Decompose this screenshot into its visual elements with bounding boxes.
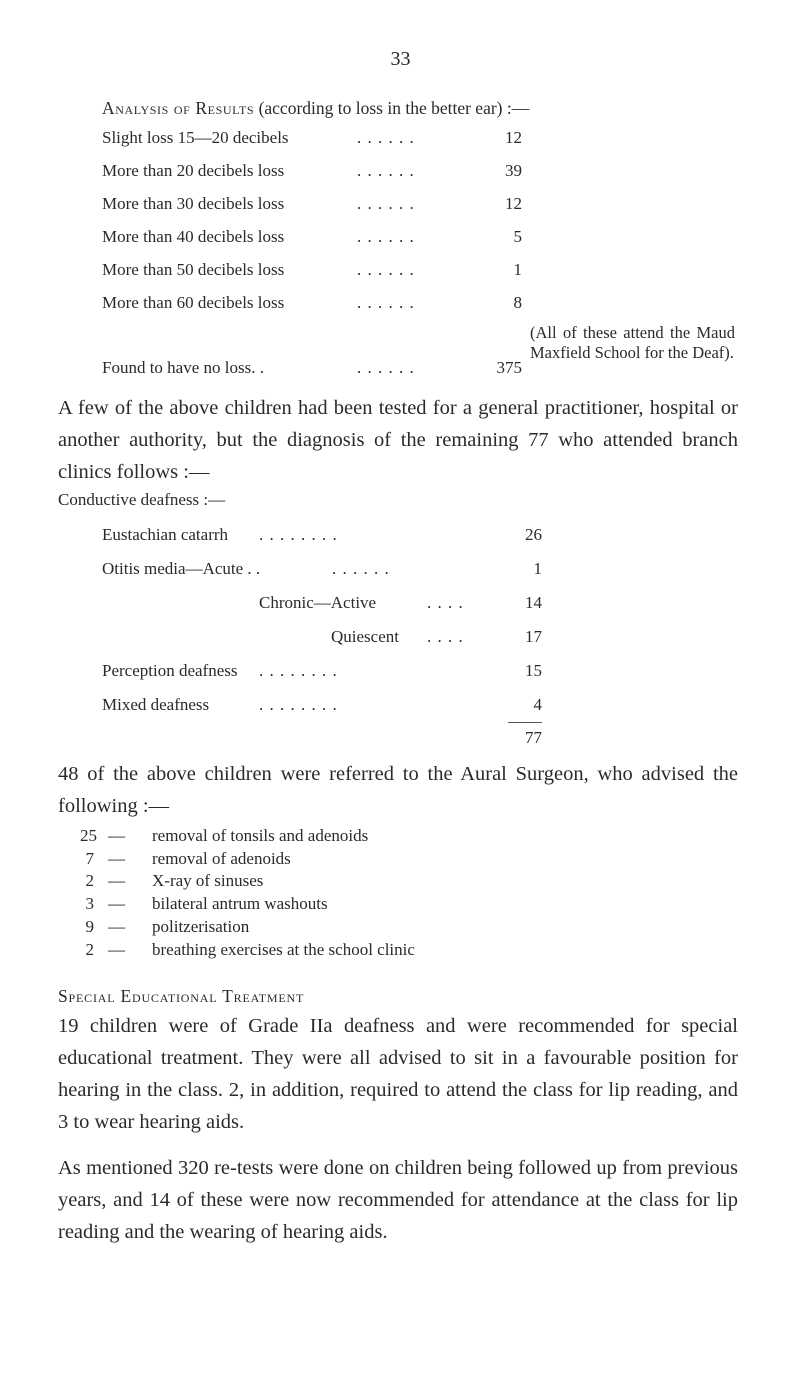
recommendation-dash: — bbox=[108, 940, 125, 959]
recommendation-dash: — bbox=[108, 849, 125, 868]
diagnosis-row-label: Eustachian catarrh bbox=[102, 525, 229, 544]
analysis-heading-title: Analysis of Results bbox=[102, 98, 255, 118]
analysis-row-leaders: . . . . . . bbox=[357, 293, 415, 312]
diagnosis-row-leaders: . . . . . . . . bbox=[259, 695, 338, 714]
diagnosis-row-leaders: . . . . . . bbox=[332, 559, 390, 578]
analysis-row-leaders: . . . . . . bbox=[357, 161, 415, 180]
analysis-row-label: More than 50 decibels loss bbox=[102, 260, 285, 279]
diagnosis-row-label: Quiescent bbox=[331, 627, 399, 646]
analysis-row-value: 1 bbox=[513, 260, 522, 279]
analysis-row-leaders: . . . . . . bbox=[357, 128, 415, 147]
diagnosis-row-label: Mixed deafness bbox=[102, 695, 210, 714]
diagnosis-row-leaders: . . . . . . . . bbox=[259, 525, 338, 544]
analysis-row-value: 12 bbox=[505, 128, 522, 147]
analysis-heading bbox=[102, 98, 529, 119]
diagnosis-row-label: Chronic—Active bbox=[259, 593, 377, 612]
recommendation-text: X-ray of sinuses bbox=[152, 871, 264, 890]
diagnosis-row-leaders: . . . . bbox=[427, 627, 464, 646]
analysis-row-value: 39 bbox=[505, 161, 522, 180]
diagnosis-row-label: Otitis media—Acute . . bbox=[102, 559, 261, 578]
recommendation-count: 25 bbox=[80, 826, 97, 845]
analysis-row-leaders: . . . . . . bbox=[357, 194, 415, 213]
analysis-row-value: 12 bbox=[505, 194, 522, 213]
recommendation-dash: — bbox=[108, 894, 125, 913]
analysis-row-label: Slight loss 15—20 decibels bbox=[102, 128, 289, 147]
diagnosis-total: 77 bbox=[525, 728, 542, 747]
analysis-note: (All of these attend the Maud Maxfield School for the Deaf). bbox=[530, 323, 735, 362]
analysis-row-label: More than 60 decibels loss bbox=[102, 293, 285, 312]
recommendation-count: 7 bbox=[85, 849, 94, 868]
diagnosis-heading: Conductive deafness :— bbox=[58, 490, 226, 509]
recommendation-count: 2 bbox=[85, 940, 94, 959]
paragraph-diagnosis-intro: A few of the above children had been tested for a general practitioner, hospital or another authority, but the diagnosis of the remaining 77 who attended branch clinics follows :— bbox=[58, 397, 738, 483]
recommendation-dash: — bbox=[108, 826, 125, 845]
recommendation-count: 2 bbox=[85, 871, 94, 890]
diagnosis-row-leaders: . . . . . . . . bbox=[259, 661, 338, 680]
recommendation-count: 3 bbox=[85, 894, 94, 913]
diagnosis-row-value: 4 bbox=[533, 695, 542, 714]
paragraph-referrals: 48 of the above children were referred to the Aural Surgeon, who advised the following :— bbox=[58, 763, 738, 817]
diagnosis-row-value: 1 bbox=[533, 559, 542, 578]
recommendation-text: politzerisation bbox=[152, 917, 250, 936]
analysis-row-value: 8 bbox=[513, 293, 522, 312]
analysis-heading-rest: (according to loss in the better ear) :— bbox=[258, 98, 530, 118]
analysis-row-label: Found to have no loss. . bbox=[102, 358, 264, 377]
diagnosis-row-value: 15 bbox=[525, 661, 542, 680]
total-rule bbox=[508, 722, 542, 723]
analysis-row-leaders: . . . . . . bbox=[357, 358, 415, 377]
recommendation-dash: — bbox=[108, 917, 125, 936]
section-title: Special Educational Treatment bbox=[58, 986, 305, 1006]
analysis-row-value: 5 bbox=[513, 227, 522, 246]
diagnosis-row-leaders: . . . . bbox=[427, 593, 464, 612]
recommendation-text: removal of tonsils and adenoids bbox=[152, 826, 369, 845]
paragraph-special-treatment: 19 children were of Grade IIa deafness and were recommended for special educational treatment. They were all advised to sit in a favourable position for hearing in the class. 2, in addition, required to attend the class for lip reading, and 3 to wear hearing aids. bbox=[58, 1015, 738, 1133]
analysis-row-label: More than 30 decibels loss bbox=[102, 194, 285, 213]
recommendation-text: removal of adenoids bbox=[152, 849, 291, 868]
paragraph-retests: As mentioned 320 re-tests were done on children being followed up from previous years, and 14 of these were now recommended for attendance at the class for lip reading and the wearing of hearing aids. bbox=[58, 1157, 738, 1243]
diagnosis-row-label: Perception deafness bbox=[102, 661, 238, 680]
analysis-row-label: More than 20 decibels loss bbox=[102, 161, 285, 180]
recommendation-dash: — bbox=[108, 871, 125, 890]
analysis-row-value: 375 bbox=[496, 358, 522, 377]
recommendation-text: bilateral antrum washouts bbox=[152, 894, 328, 913]
diagnosis-row-value: 17 bbox=[525, 627, 542, 646]
analysis-row-label: More than 40 decibels loss bbox=[102, 227, 285, 246]
recommendation-count: 9 bbox=[85, 917, 94, 936]
diagnosis-row-value: 14 bbox=[525, 593, 542, 612]
page-number: 33 bbox=[390, 48, 411, 70]
recommendation-text: breathing exercises at the school clinic bbox=[152, 940, 415, 959]
analysis-row-leaders: . . . . . . bbox=[357, 260, 415, 279]
analysis-row-leaders: . . . . . . bbox=[357, 227, 415, 246]
diagnosis-row-value: 26 bbox=[525, 525, 542, 544]
